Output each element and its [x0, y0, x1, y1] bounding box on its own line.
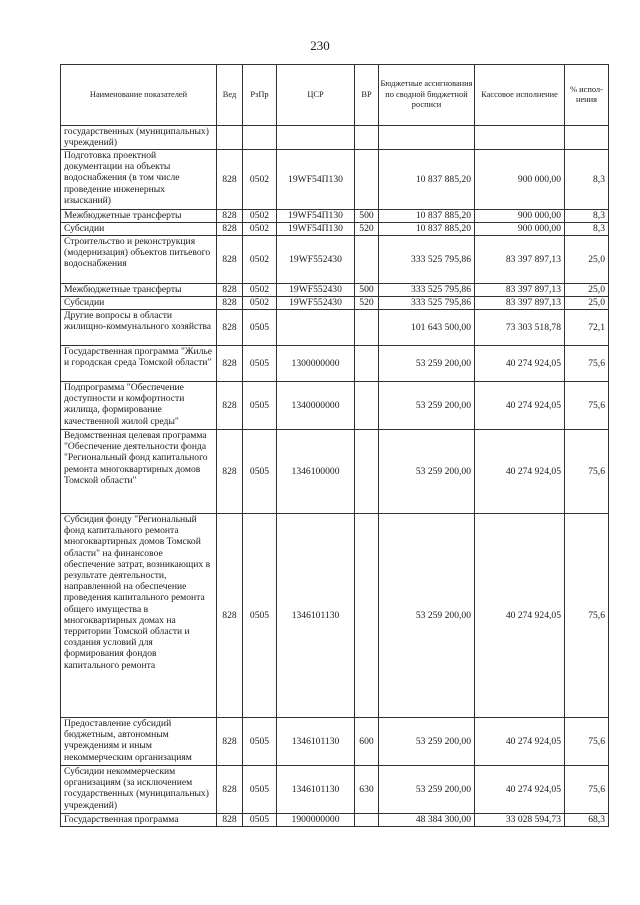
- row-cash: 83 397 897,13: [475, 297, 565, 310]
- row-csr: 1900000000: [277, 814, 355, 827]
- row-rzpr: 0505: [243, 382, 277, 430]
- row-cash: 40 274 924,05: [475, 718, 565, 766]
- row-ved: 828: [217, 430, 243, 514]
- row-percent: 75,6: [565, 514, 609, 718]
- row-csr: 19WF54П130: [277, 150, 355, 210]
- row-csr: 19WF54П130: [277, 223, 355, 236]
- row-cash: 33 028 594,73: [475, 814, 565, 827]
- row-percent: 25,0: [565, 297, 609, 310]
- row-ved: 828: [217, 718, 243, 766]
- table-row: [61, 310, 609, 346]
- row-percent: 68,3: [565, 814, 609, 827]
- row-name: Государственная программа "Жилье и городская среда Томской области": [61, 346, 217, 382]
- row-budget: 101 643 500,00: [379, 310, 475, 346]
- row-rzpr: 0502: [243, 236, 277, 284]
- row-percent: 8,3: [565, 210, 609, 223]
- row-name: государственных (муниципальных) учреждений): [61, 126, 217, 150]
- row-budget: [379, 126, 475, 150]
- header-csr: ЦСР: [277, 65, 355, 126]
- row-vr: [355, 514, 379, 718]
- row-budget: 48 384 300,00: [379, 814, 475, 827]
- row-vr: 600: [355, 718, 379, 766]
- row-ved: 828: [217, 284, 243, 297]
- row-name: Субсидии некоммерческим организациям (за исключением государственных (муниципальных) учреждений): [61, 766, 217, 814]
- row-cash: 40 274 924,05: [475, 382, 565, 430]
- row-rzpr: 0505: [243, 430, 277, 514]
- row-csr: 19WF552430: [277, 284, 355, 297]
- row-budget: 53 259 200,00: [379, 382, 475, 430]
- row-budget: 333 525 795,86: [379, 284, 475, 297]
- table-row: [61, 236, 609, 284]
- row-rzpr: 0505: [243, 514, 277, 718]
- row-cash: 900 000,00: [475, 210, 565, 223]
- row-csr: [277, 310, 355, 346]
- row-rzpr: 0505: [243, 766, 277, 814]
- row-rzpr: 0502: [243, 210, 277, 223]
- row-rzpr: 0502: [243, 297, 277, 310]
- table-row: [61, 346, 609, 382]
- row-cash: 900 000,00: [475, 150, 565, 210]
- row-csr: 1340000000: [277, 382, 355, 430]
- row-budget: 10 837 885,20: [379, 210, 475, 223]
- row-ved: 828: [217, 210, 243, 223]
- row-name: Строительство и реконструкция (модернизация) объектов питьевого водоснабжения: [61, 236, 217, 284]
- row-budget: 333 525 795,86: [379, 236, 475, 284]
- row-rzpr: 0505: [243, 718, 277, 766]
- row-csr: 1346101130: [277, 766, 355, 814]
- page-number: 230: [310, 38, 330, 53]
- row-vr: [355, 236, 379, 284]
- row-rzpr: 0505: [243, 346, 277, 382]
- row-cash: 40 274 924,05: [475, 766, 565, 814]
- row-percent: 8,3: [565, 223, 609, 236]
- table-row: [61, 514, 609, 718]
- row-budget: 53 259 200,00: [379, 718, 475, 766]
- row-cash: [475, 126, 565, 150]
- row-vr: 630: [355, 766, 379, 814]
- row-budget: 53 259 200,00: [379, 430, 475, 514]
- row-rzpr: 0502: [243, 284, 277, 297]
- row-vr: [355, 150, 379, 210]
- row-ved: 828: [217, 223, 243, 236]
- row-csr: 19WF54П130: [277, 210, 355, 223]
- header-vr: ВР: [355, 65, 379, 126]
- table-row: [61, 284, 609, 297]
- table-row: [61, 430, 609, 514]
- row-percent: [565, 126, 609, 150]
- row-vr: 500: [355, 284, 379, 297]
- row-ved: 828: [217, 297, 243, 310]
- row-percent: 75,6: [565, 382, 609, 430]
- row-ved: 828: [217, 514, 243, 718]
- row-cash: 83 397 897,13: [475, 284, 565, 297]
- row-vr: 500: [355, 210, 379, 223]
- row-name: Субсидия фонду "Региональный фонд капитального ремонта многоквартирных домов Томской области" на финансовое обеспечение затрат, возникающих в результате деятельности, направленной на обеспечение проведения капитального ремонта общего имущества в многоквартирных домах на территории Томской области и создания условий для формирования фондов капитального ремонта: [61, 514, 217, 718]
- row-budget: 10 837 885,20: [379, 223, 475, 236]
- table-row: [61, 382, 609, 430]
- row-name: Предоставление субсидий бюджетным, автономным учреждениям и иным некоммерческим организациям: [61, 718, 217, 766]
- header-budget: Бюджетные ассигнования по сводной бюджетной росписи: [379, 65, 475, 126]
- row-name: Субсидии: [61, 223, 217, 236]
- row-cash: 40 274 924,05: [475, 430, 565, 514]
- row-csr: [277, 126, 355, 150]
- row-percent: 75,6: [565, 718, 609, 766]
- row-name: Подготовка проектной документации на объекты водоснабжения (в том числе проведение инженерных изысканий): [61, 150, 217, 210]
- row-percent: 72,1: [565, 310, 609, 346]
- row-rzpr: [243, 126, 277, 150]
- row-budget: 333 525 795,86: [379, 297, 475, 310]
- table-row: [61, 210, 609, 223]
- row-rzpr: 0505: [243, 814, 277, 827]
- row-ved: 828: [217, 814, 243, 827]
- row-name: Государственная программа: [61, 814, 217, 827]
- table-row: [61, 718, 609, 766]
- row-vr: [355, 126, 379, 150]
- table-row: [61, 297, 609, 310]
- row-budget: 53 259 200,00: [379, 346, 475, 382]
- row-vr: 520: [355, 223, 379, 236]
- header-rzpr: РзПр: [243, 65, 277, 126]
- row-csr: 1346101130: [277, 514, 355, 718]
- budget-table: [60, 64, 609, 827]
- table-row: [61, 766, 609, 814]
- table-row: [61, 150, 609, 210]
- row-ved: 828: [217, 346, 243, 382]
- row-csr: 19WF552430: [277, 236, 355, 284]
- row-cash: 73 303 518,78: [475, 310, 565, 346]
- table-row: [61, 126, 609, 150]
- row-ved: 828: [217, 150, 243, 210]
- row-ved: 828: [217, 310, 243, 346]
- row-percent: 25,0: [565, 284, 609, 297]
- row-ved: 828: [217, 236, 243, 284]
- row-csr: 1346100000: [277, 430, 355, 514]
- row-vr: [355, 382, 379, 430]
- table-row: [61, 223, 609, 236]
- row-name: Межбюджетные трансферты: [61, 284, 217, 297]
- row-rzpr: 0502: [243, 150, 277, 210]
- row-rzpr: 0505: [243, 310, 277, 346]
- row-name: Другие вопросы в области жилищно-коммунального хозяйства: [61, 310, 217, 346]
- header-percent: % испол-нения: [565, 65, 609, 126]
- header-cash: Кассовое исполнение: [475, 65, 565, 126]
- row-csr: 1300000000: [277, 346, 355, 382]
- row-vr: [355, 814, 379, 827]
- row-cash: 40 274 924,05: [475, 346, 565, 382]
- row-csr: 1346101130: [277, 718, 355, 766]
- header-ved: Вед: [217, 65, 243, 126]
- row-ved: [217, 126, 243, 150]
- row-budget: 10 837 885,20: [379, 150, 475, 210]
- row-cash: 83 397 897,13: [475, 236, 565, 284]
- row-budget: 53 259 200,00: [379, 514, 475, 718]
- row-percent: 75,6: [565, 766, 609, 814]
- row-csr: 19WF552430: [277, 297, 355, 310]
- row-percent: 75,6: [565, 430, 609, 514]
- row-ved: 828: [217, 382, 243, 430]
- row-vr: [355, 310, 379, 346]
- row-percent: 25,0: [565, 236, 609, 284]
- table-header-row: [61, 65, 609, 126]
- row-percent: 75,6: [565, 346, 609, 382]
- row-budget: 53 259 200,00: [379, 766, 475, 814]
- row-vr: [355, 346, 379, 382]
- row-rzpr: 0502: [243, 223, 277, 236]
- row-name: Подпрограмма "Обеспечение доступности и комфортности жилища, формирование качественной жилой среды": [61, 382, 217, 430]
- table-row: [61, 814, 609, 827]
- row-name: Ведомственная целевая программа "Обеспечение деятельности фонда "Региональный фонд капитального ремонта многоквартирных домов Томской области": [61, 430, 217, 514]
- header-name: Наименование показателей: [61, 65, 217, 126]
- row-vr: 520: [355, 297, 379, 310]
- row-name: Субсидии: [61, 297, 217, 310]
- row-cash: 40 274 924,05: [475, 514, 565, 718]
- row-vr: [355, 430, 379, 514]
- row-percent: 8,3: [565, 150, 609, 210]
- row-name: Межбюджетные трансферты: [61, 210, 217, 223]
- row-cash: 900 000,00: [475, 223, 565, 236]
- row-ved: 828: [217, 766, 243, 814]
